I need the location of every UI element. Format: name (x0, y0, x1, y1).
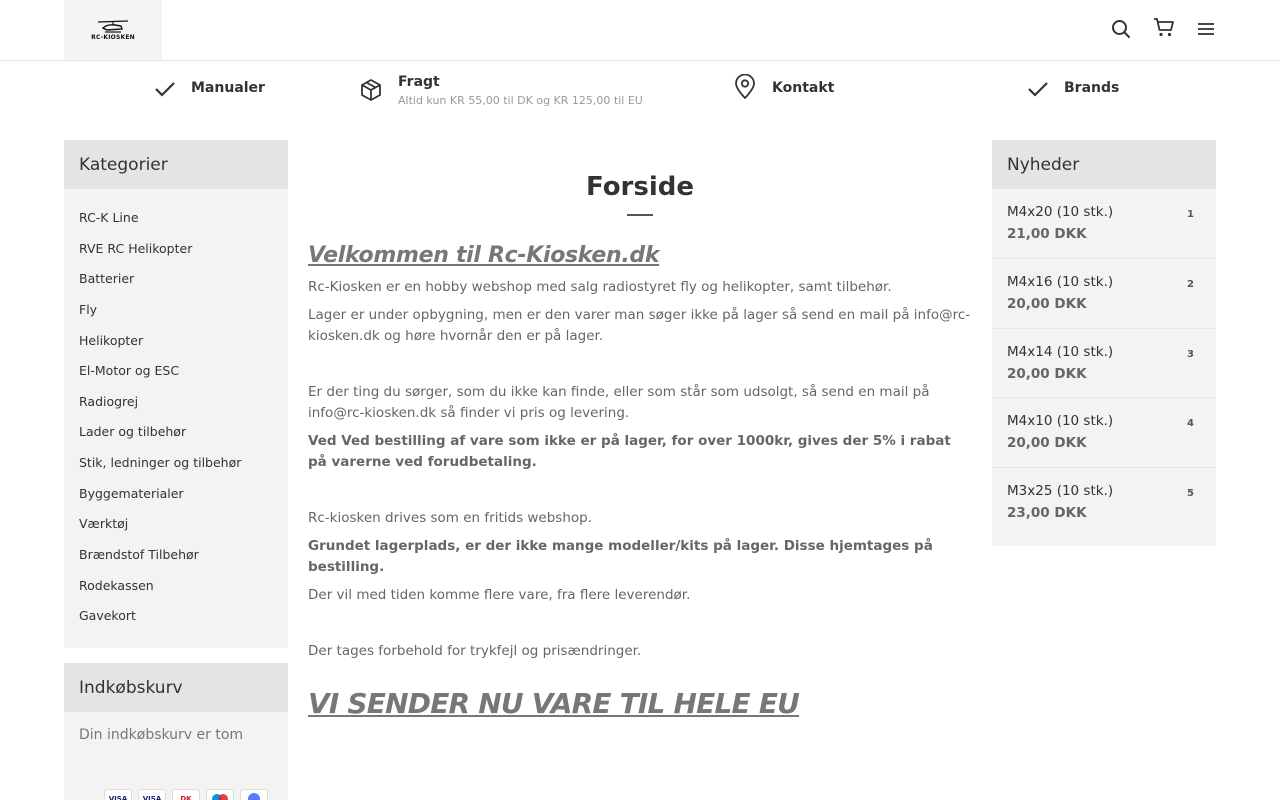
news-item-number: 5 (1187, 487, 1194, 499)
news-list (992, 189, 1216, 536)
usp-fragt[interactable] (359, 72, 643, 118)
menu-icon[interactable] (1194, 17, 1218, 41)
news-item-price: 21,00 DKK (1007, 226, 1087, 242)
news-item-name[interactable]: M4x20 (10 stk.) (1007, 204, 1114, 220)
category-item[interactable]: Værktøj (79, 516, 129, 532)
check-icon (153, 77, 177, 101)
mobilepay-card-icon (240, 789, 268, 800)
usp-subtitle: Altid kun KR 55,00 til DK og KR 125,00 til EU (398, 94, 643, 107)
news-item-price: 23,00 DKK (1007, 504, 1087, 521)
paragraph: Er der ting du sørger, som du ikke kan finde, eller som står som udsolgt, så send en mail på info@rc-kiosken.dk så finder vi pris og levering. (308, 384, 930, 421)
categories-list (64, 189, 288, 638)
news-item[interactable] (992, 467, 1216, 536)
news-item-price: 20,00 DKK (1007, 435, 1087, 452)
spacer (308, 606, 972, 634)
page-title: Forside (585, 172, 695, 202)
title-divider (627, 214, 653, 216)
paragraph-bold: Grundet lagerplads, er der ikke mange modeller/kits på lager. Disse hjemtages på bestilling. (308, 538, 933, 575)
news-item[interactable] (992, 258, 1216, 327)
usp-title: Kontakt (772, 80, 835, 96)
paragraph: Rc-Kiosken er en hobby webshop med salg radiostyret fly og helikopter, samt tilbehør. (308, 279, 892, 295)
helicopter-logo-icon (95, 19, 131, 33)
payment-cards (104, 789, 268, 800)
category-item[interactable]: Byggematerialer (79, 485, 184, 501)
paragraph: Der vil med tiden komme flere vare, fra flere leverendør. (308, 587, 691, 603)
news-item-number: 1 (1187, 209, 1194, 220)
paragraph-bold: Ved Ved bestilling af vare som ikke er på lager, for over 1000kr, gives der 5% i rabat på varerne ved forudbetaling. (308, 433, 951, 470)
news-item-name[interactable]: M4x10 (10 stk.) (1007, 413, 1114, 430)
maestro-card-icon (206, 789, 234, 800)
news-item[interactable] (992, 189, 1216, 258)
dankort-card-icon: DK (172, 789, 200, 800)
usp-manualer[interactable] (153, 77, 265, 123)
news-item-number: 2 (1187, 279, 1194, 291)
news-item-number: 4 (1187, 418, 1194, 430)
cart-icon[interactable] (1152, 15, 1176, 39)
spacer (308, 473, 972, 501)
usp-title: Brands (1064, 80, 1120, 96)
news-item[interactable] (992, 328, 1216, 397)
news-title: Nyheder (992, 140, 1216, 189)
category-item[interactable]: RC-K Line (79, 210, 139, 225)
news-item-number: 3 (1187, 348, 1194, 360)
usp-title: Fragt (398, 74, 440, 90)
category-item[interactable]: RVE RC Helikopter (79, 240, 193, 256)
paragraph: Rc-kiosken drives som en fritids webshop. (308, 510, 593, 526)
cart-box (64, 663, 288, 800)
news-item-name[interactable]: M4x14 (10 stk.) (1007, 343, 1114, 360)
site-logo[interactable] (64, 0, 162, 60)
site-header (0, 0, 1280, 61)
visa-electron-card-icon: VISA (138, 789, 166, 800)
category-item[interactable]: Batterier (79, 271, 135, 287)
cart-title: Indkøbskurv (64, 663, 288, 712)
category-item[interactable]: Helikopter (79, 332, 144, 348)
logo-text: RC-KIOSKEN (91, 34, 135, 41)
category-item[interactable]: Radiogrej (79, 393, 139, 409)
categories-title: Kategorier (64, 140, 288, 189)
usp-kontakt[interactable] (733, 75, 834, 121)
paragraph: Der tages forbehold for trykfejl og prisændringer. (308, 643, 642, 659)
category-item[interactable]: Brændstof Tilbehør (79, 547, 199, 563)
eu-heading: VI SENDER NU VARE TIL HELE EU (308, 687, 800, 720)
category-item[interactable]: Stik, ledninger og tilbehør (79, 455, 242, 471)
category-item[interactable]: El-Motor og ESC (79, 363, 180, 379)
spacer (308, 347, 972, 375)
category-item[interactable]: Fly (79, 301, 98, 317)
usp-title: Manualer (191, 80, 265, 96)
paragraph: Lager er under opbygning, men er den varer man søger ikke på lager så send en mail på info@rc-kiosken.dk og høre hvornår den er på lager. (308, 307, 971, 344)
search-icon[interactable] (1109, 17, 1133, 41)
news-item-price: 20,00 DKK (1007, 365, 1087, 382)
visa-card-icon: VISA (104, 789, 132, 800)
news-box (992, 140, 1216, 546)
usp-brands[interactable] (1026, 77, 1119, 123)
category-item[interactable]: Gavekort (79, 608, 136, 624)
category-item[interactable]: Rodekassen (79, 577, 154, 593)
cart-empty-text: Din indkøbskurv er tom (79, 727, 244, 743)
package-icon (359, 78, 383, 102)
news-item[interactable] (992, 397, 1216, 466)
main-content (308, 140, 972, 724)
news-item-name[interactable]: M4x16 (10 stk.) (1007, 274, 1114, 291)
category-item[interactable]: Lader og tilbehør (79, 424, 187, 440)
news-item-name[interactable]: M3x25 (10 stk.) (1007, 482, 1114, 499)
map-pin-icon (733, 75, 757, 99)
news-item-price: 20,00 DKK (1007, 296, 1087, 313)
check-icon (1026, 77, 1050, 101)
categories-box (64, 140, 288, 648)
welcome-heading: Velkommen til Rc-Kiosken.dk (308, 243, 660, 268)
